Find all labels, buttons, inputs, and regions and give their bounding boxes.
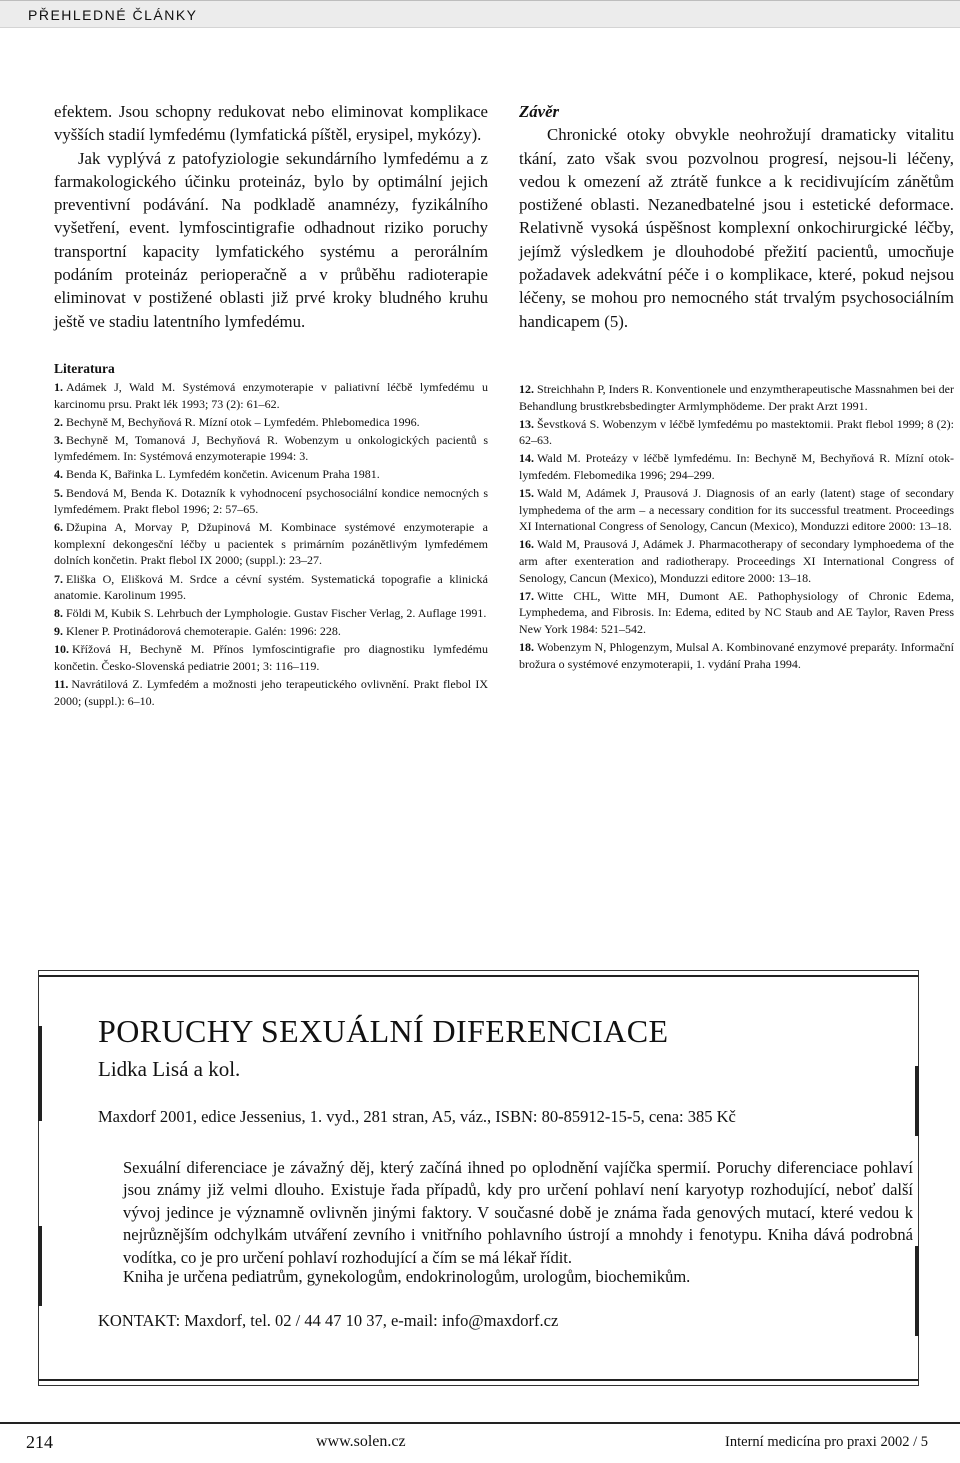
advert-side-mark [38, 1026, 42, 1121]
conclusion-heading: Závěr [519, 102, 560, 121]
reference-number: 6. [54, 520, 63, 535]
advert-title: PORUCHY SEXUÁLNÍ DIFERENCIACE [98, 1013, 669, 1049]
website-link[interactable]: www.solen.cz [316, 1433, 406, 1450]
reference-item [54, 623, 488, 640]
reference-text: Wald M, Prausová J, Adámek J. Pharmacotherapy of secondary lymphoedema of the arm after exenteration and radiotherapy. Proceedings XI International Congress of Senology, Cancun (Mexico), Monduzzi editore 2000: 13–18. [519, 537, 954, 585]
reference-item [54, 414, 488, 431]
reference-list [519, 381, 954, 672]
reference-text: Wald M. Proteázy v léčbě lymfedému. In: Bechyně M, Bechyňová R. Mízní otok-lymfedém. Flebomedika 1996; 294–299. [519, 451, 954, 482]
reference-text: Wald M, Adámek J, Prausová J. Diagnosis of an early (latent) stage of secondary lymphedema of the arm – a necessary condition for its successful treatment. Proceedings XI International Congress of Senology, Cancun (Mexico), Monduzzi editore 2000: 13–18. [519, 486, 954, 534]
reference-number: 13. [519, 416, 534, 431]
reference-item [519, 536, 954, 586]
advert-description: Sexuální diferenciace je závažný děj, který začíná ihned po oplodnění vajíčka spermií. Poruchy diferenciace pohlaví jsou známy již velmi dlouho. Existuje řada případů, kdy pro určení pohlaví není karyotyp rozhodující, neboť další vývoj jedince je významně ovlivněn jinými faktory. V současné době je známa řada genových mutací, které vedou k nejrůznějším odchylkám utváření zevního i vnitřního pohlavního ústrojí a mnohdy i fenotypu. Kniha dává podrobná vodítka, co je pro určení pohlaví rozhodující a čím se má lékař řídit. [123, 1158, 913, 1267]
references-left [54, 360, 488, 711]
reference-item [54, 676, 488, 709]
references-heading: Literatura [54, 361, 115, 376]
reference-text: Eliška O, Elišková M. Srdce a cévní systém. Systematická topografie a klinická anatomie. Karolinum 1995. [54, 571, 488, 603]
reference-text: Navrátilová Z. Lymfedém a možnosti jeho terapeutického ovlivnění. Prakt flebol IX 2000; (suppl.): 6–10. [54, 677, 488, 708]
reference-item [54, 432, 488, 465]
reference-number: 10. [54, 642, 69, 657]
reference-text: Benda K, Bařinka L. Lymfedém končetin. Avicenum Praha 1981. [66, 467, 380, 482]
advert-rule-top [39, 975, 918, 977]
left-text-column [54, 100, 488, 333]
reference-item [519, 485, 954, 535]
reference-item [519, 381, 954, 414]
reference-number: 5. [54, 485, 63, 500]
reference-text: Streichhahn P, Inders R. Konventionele und enzymtherapeutische Massnahmen bei der Behandlung brustkrebsbedingter Armlymphödeme. Der prakt Arzt 1991. [519, 382, 954, 413]
reference-item [54, 519, 488, 569]
reference-number: 16. [519, 537, 534, 552]
advert-author: Lidka Lisá a kol. [98, 1057, 241, 1081]
reference-number: 3. [54, 432, 63, 447]
reference-text: Witte CHL, Witte MH, Dumont AE. Pathophysiology of Chronic Edema, Lymphedema, and Fibrosis. In: Edema, edited by NC Staub and AE Taylor, Raven Press New York 1984: 521–542. [519, 588, 954, 636]
advert-contact: KONTAKT: Maxdorf, tel. 02 / 44 47 10 37, e-mail: info@maxdorf.cz [98, 1311, 559, 1330]
advert-side-mark [38, 1226, 42, 1306]
reference-number: 14. [519, 451, 534, 466]
reference-text: Földi M, Kubik S. Lehrbuch der Lymphologie. Gustav Fischer Verlag, 2. Auflage 1991. [66, 606, 487, 621]
reference-text: Křížová H, Bechyně M. Přínos lymfoscintigrafie pro diagnostiku lymfedému končetin. Česko-Slovenská pediatrie 2001; 3: 116–119. [54, 642, 488, 673]
reference-number: 15. [519, 486, 534, 501]
reference-text: Bendová M, Benda K. Dotazník k vyhodnocení psychosociální kondice nemocných s lymfedémem. Prakt flebol 1996; 2: 57–65. [54, 485, 488, 517]
reference-text: Wobenzym N, Phlogenzym, Mulsal A. Kombinované enzymové preparáty. Informační brožura o systémové enzymoterapii, 1. vydání Praha 1994. [519, 639, 954, 671]
reference-item [519, 639, 954, 672]
reference-text: Bechyně M, Bechyňová R. Mízní otok – Lymfedém. Phlebomedica 1996. [66, 414, 420, 429]
reference-item [54, 571, 488, 604]
body-paragraph: efektem. Jsou schopny redukovat nebo eliminovat komplikace vyšších stadií lymfedému (lymfatická píštěl, erysipel, mykózy). [54, 102, 488, 145]
reference-list [54, 379, 488, 709]
reference-item [54, 379, 488, 412]
reference-item [54, 466, 488, 483]
advert-side-mark [915, 1246, 919, 1336]
reference-number: 7. [54, 571, 63, 586]
section-label: PŘEHLEDNÉ ČLÁNKY [28, 7, 198, 23]
reference-text: Ševstková S. Wobenzym v léčbě lymfedému po mastektomii. Prakt flebol 1999; 8 (2): 62–63. [519, 416, 954, 448]
page-number: 214 [26, 1432, 53, 1452]
reference-number: 12. [519, 382, 534, 396]
journal-name: Interní medicína pro praxi 2002 / 5 [725, 1434, 928, 1450]
reference-item [54, 605, 488, 622]
reference-item [54, 485, 488, 518]
reference-number: 9. [54, 624, 63, 639]
book-advert [38, 970, 919, 1386]
reference-text: Džupina A, Morvay P, Džupinová M. Kombinace systémové enzymoterapie a komplexní dekongesční léčby u pacientek s primárním pozánětlivým lymfedémem dolních končetin. Prakt flebol IX 2000; (suppl.): 23–27. [54, 520, 488, 568]
conclusion-paragraph: Chronické otoky obvykle neohrožují dramaticky vitalitu tkání, zato však svou pozvolnou progresí, nejsou-li léčeny, vedou k omezení až ztrátě funkce a k recidivujícím zánětům postižené oblasti. Nezanedbatelné jsou i estetické deformace. Relativně vysoká úspěšnost komplexní onkochirurgické léčby, jejímž výsledkem je dlouhodobé přežití pacientů, umocňuje požadavek adekvátní péče i o komplikace, které, pokud nejsou léčeny, se mohou pro nemocného stát trvalým psychosociálním handicapem (5). [519, 125, 954, 331]
reference-text: Klener P. Protinádorová chemoterapie. Galén: 1996: 228. [66, 624, 341, 639]
reference-text: Adámek J, Wald M. Systémová enzymoterapie v paliativní léčbě lymfedému u karcinomu prsu. Prakt lék 1993; 73 (2): 61–62. [54, 380, 488, 411]
reference-text: Bechyně M, Tomanová J, Bechyňová R. Wobenzym u onkologických pacientů s lymfedémem. In: Systémová enzymoterapie 1994: 3. [54, 432, 488, 464]
advert-rule-bottom [39, 1379, 918, 1381]
reference-number: 1. [54, 380, 63, 394]
advert-publication: Maxdorf 2001, edice Jessenius, 1. vyd., 281 stran, A5, váz., ISBN: 80-85912-15-5, cena: 385 Kč [98, 1107, 736, 1126]
reference-item [54, 641, 488, 674]
reference-item [519, 450, 954, 483]
footer-rule [0, 1422, 960, 1424]
reference-number: 2. [54, 414, 63, 429]
reference-number: 11. [54, 677, 69, 692]
advert-side-mark [915, 1066, 919, 1136]
right-text-column [519, 100, 954, 333]
header-bar [0, 0, 960, 28]
reference-number: 18. [519, 639, 534, 654]
reference-number: 8. [54, 606, 63, 621]
reference-number: 17. [519, 588, 534, 603]
reference-number: 4. [54, 467, 63, 482]
references-right [519, 381, 954, 674]
reference-item [519, 416, 954, 449]
advert-audience: Kniha je určena pediatrům, gynekologům, endokrinologům, urologům, biochemikům. [123, 1267, 691, 1286]
reference-item [519, 588, 954, 638]
body-paragraph: Jak vyplývá z patofyziologie sekundárního lymfedému a z farmakologického účinku proteináz, bylo by optimální jejich preventivní podávání. Na podkladě anamnézy, fyzikálního vyšetření, event. lymfoscintigrafie odhadnout riziko poruchy transportní kapacity lymfatického systému a perorálním podáním proteináz perioperačně a v průběhu radioterapie eliminovat v postižené oblasti již prvé kroky bludného kruhu ještě ve stadiu latentního lymfedému. [54, 148, 488, 331]
